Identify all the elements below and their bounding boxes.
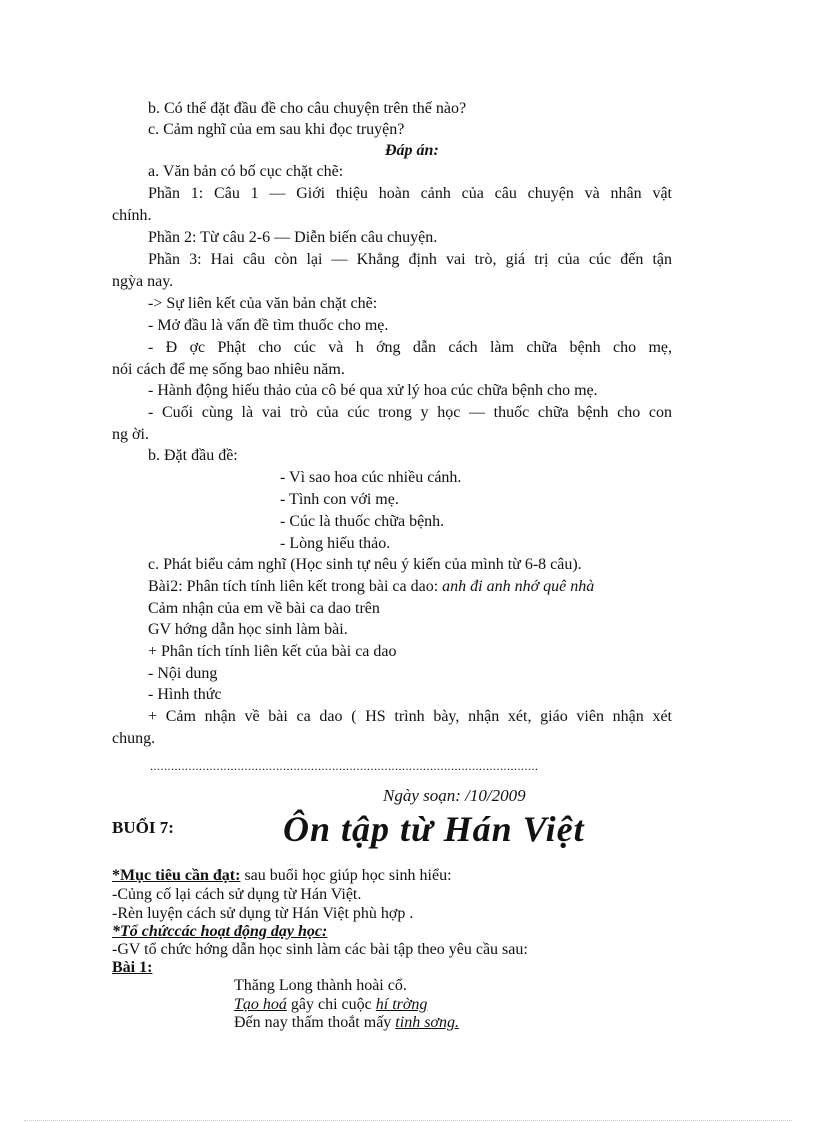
objective-2: -Rèn luyện cách sử dụng từ Hán Việt phù hợp .: [112, 905, 414, 922]
poem-line1-post: hí trờng: [375, 996, 428, 1013]
link-1: - Mở đầu là vấn đề tìm thuốc cho mẹ.: [148, 317, 389, 334]
objective-line: [112, 866, 452, 886]
poem-title: Thăng Long thành hoài cổ.: [234, 977, 407, 994]
answer-a-intro: a. Văn bản có bố cục chặt chẽ:: [148, 163, 344, 180]
bai2-line: [148, 577, 594, 597]
question-b: b. Có thể đặt đầu đề cho câu chuyện trên thế nào?: [148, 100, 467, 117]
bai2-poem-title: anh đi anh nhớ quê nhà: [442, 578, 595, 595]
bai2-feel: Cảm nhận của em về bài ca dao trên: [148, 600, 380, 617]
poem-line1-mid: gây chi cuộc: [286, 996, 376, 1013]
objective-label: *Mục tiêu cần đạt:: [112, 867, 241, 884]
title-option: - Lòng hiếu thảo.: [280, 535, 391, 552]
bai2-content: - Nội dung: [148, 665, 218, 682]
poem-line-1: [234, 995, 427, 1015]
separator: ...............................................................................................................: [150, 760, 539, 772]
bai2-prefix: Bài2: Phân tích tính liên kết trong bài ca dao:: [148, 578, 443, 595]
organization-label: *Tổ chứccác hoạt động dạy học:: [112, 923, 328, 940]
lesson-title: Ôn tập từ Hán Việt: [283, 809, 585, 849]
link-4-line1: - Cuối cùng là vai trò của cúc trong y học — thuốc chữa bệnh cho con: [148, 404, 672, 421]
poem-line2-post: tinh sơng.: [395, 1014, 459, 1031]
poem-line-2: [234, 1013, 459, 1033]
link-2-line2: nói cách để mẹ sống bao nhiêu năm.: [112, 361, 345, 378]
poem-line2-pre: Đến nay thấm thoắt mấy: [234, 1014, 396, 1031]
session-label: BUỔI 7:: [112, 818, 174, 837]
answer-b-intro: b. Đặt đầu đề:: [148, 447, 238, 464]
bai2-plus2-line1: + Cảm nhận về bài ca dao ( HS trình bày, nhận xét, giáo viên nhận xét: [148, 708, 672, 725]
question-c: c. Cảm nghĩ của em sau khi đọc truyện?: [148, 121, 405, 138]
organization-text: -GV tổ chức hớng dẫn học sinh làm các bài tập theo yêu cầu sau:: [112, 941, 528, 958]
objective-text: sau buổi học giúp học sinh hiểu:: [240, 867, 452, 884]
title-option: - Cúc là thuốc chữa bệnh.: [280, 513, 445, 530]
answer-heading: Đáp án:: [385, 142, 439, 159]
part2: Phần 2: Từ câu 2-6 — Diễn biến câu chuyện.: [148, 229, 438, 246]
part3-line1: Phần 3: Hai câu còn lại — Khẳng định vai trò, giá trị của cúc đến tận: [148, 251, 672, 268]
link-4-line2: ng ời.: [112, 426, 149, 443]
bai2-plus2-line2: chung.: [112, 730, 156, 747]
bai2-plus1: + Phân tích tính liên kết của bài ca dao: [148, 643, 397, 660]
link-intro: -> Sự liên kết của văn bản chặt chẽ:: [148, 295, 378, 312]
link-2-line1: - Đ ợc Phật cho cúc và h ớng dẫn cách làm chữa bệnh cho mẹ,: [148, 339, 672, 356]
part1-line2: chính.: [112, 207, 152, 224]
answer-c-text: c. Phát biểu cảm nghĩ (Học sinh tự nêu ý kiến của mình từ 6-8 câu).: [148, 556, 582, 573]
bai2-form: - Hình thức: [148, 686, 222, 703]
title-option: - Vì sao hoa cúc nhiều cánh.: [280, 469, 462, 486]
lesson-date: Ngày soạn: /10/2009: [383, 786, 526, 805]
part3-line2: ngỳa nay.: [112, 273, 174, 290]
part1-line1: Phần 1: Câu 1 — Giới thiệu hoàn cảnh của câu chuyện và nhân vật: [148, 185, 672, 202]
bai2-gv: GV hớng dẫn học sinh làm bài.: [148, 621, 348, 638]
objective-1: -Củng cố lại cách sử dụng từ Hán Việt.: [112, 886, 362, 903]
poem-line1-pre: Tạo hoá: [234, 996, 287, 1013]
page-bottom-rule: [24, 1120, 792, 1121]
link-3: - Hành động hiếu thảo của cô bé qua xử lý hoa cúc chữa bệnh cho mẹ.: [148, 382, 598, 399]
exercise-label: Bài 1:: [112, 959, 153, 976]
title-option: - Tình con với mẹ.: [280, 491, 399, 508]
